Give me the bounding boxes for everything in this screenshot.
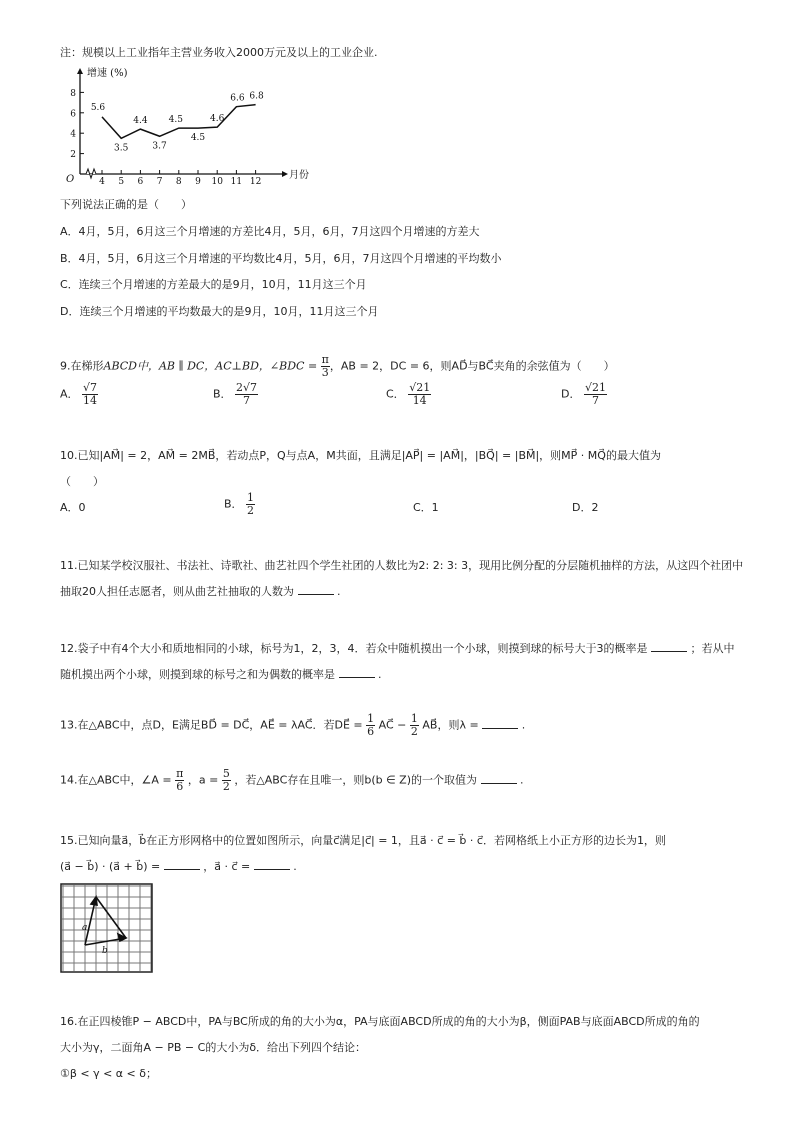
data-label: 6.6 [230, 93, 245, 104]
q16-stem: 16.在正四棱锥P − ABCD中，PA与BC所成的角的大小为α，PA与底面ABCD所成的角的大小为β，侧面PAB与底面ABCD所成的角的 [60, 1015, 700, 1028]
q9-option-d: D． $\frac{√21}{7}$ [561, 381, 606, 407]
growth-line-chart [60, 66, 310, 184]
x-tick-label: 10 [211, 177, 223, 184]
q9-rest: ，AB = 2，DC = 6，则AD⃗与BC⃗夹角的余弦值为（ ） [329, 359, 615, 373]
x-tick-label: 7 [156, 177, 163, 184]
q15-answer-blank-2 [254, 860, 290, 870]
vector-a-label: a [82, 923, 88, 933]
q16-stem-cont: 大小为γ，二面角A − PB − C的大小为δ．给出下列四个结论： [60, 1041, 367, 1054]
y-tick-label: 6 [70, 109, 76, 120]
vector-grid-figure [60, 883, 153, 973]
data-label: 4.4 [133, 116, 148, 127]
q9-condition: ABCD中，AB ∥ DC，AC⊥BD，∠BDC = [103, 359, 318, 373]
data-label: 4.6 [210, 114, 225, 125]
q9-angle-den: 3 [321, 366, 329, 379]
q10-option-a: A．0 [60, 501, 86, 514]
y-tick-label: 2 [70, 150, 76, 161]
x-tick-label: 11 [230, 177, 243, 184]
q9-prefix: 9.在梯形 [60, 359, 104, 373]
q15-stem-cont: (a⃗ − b⃗) · (a⃗ + b⃗) = ，a⃗ · c⃗ = . [60, 860, 297, 873]
q10-stem: 10.已知|AM⃗| = 2，AM⃗ = 2MB⃗，若动点P，Q与点A，M共面，且满足|AP⃗| = |AM⃗|，|BQ⃗| = |BM⃗|，则MP⃗ · MQ⃗的最大值为 [60, 449, 661, 462]
x-tick-label: 5 [118, 177, 125, 184]
x-tick-label: 9 [195, 177, 201, 184]
q11-answer-blank [298, 585, 334, 595]
data-label: 6.8 [249, 91, 264, 102]
q13-stem: 13.在△ABC中，点D，E满足BD⃗ = DC⃗，AE⃗ = λAC⃗．若DE⃗ = $\frac{1}{6}$ AC⃗ − $\frac{1}{2}$ AB⃗，则λ = . [60, 712, 526, 738]
q8-option-b: B．4月，5月，6月这三个月增速的平均数比4月，5月，6月，7月这四个月增速的平均数小 [60, 252, 502, 265]
data-label: 5.6 [90, 102, 106, 113]
data-label: 4.5 [168, 115, 183, 126]
q12-answer-blank-1 [651, 642, 687, 652]
q15-stem: 15.已知向量a⃗，b⃗在正方形网格中的位置如图所示，向量c⃗满足|c⃗| = 1，且a⃗ · c⃗ = b⃗ · c⃗．若网格纸上小正方形的边长为1，则 [60, 834, 666, 847]
data-label: 3.5 [114, 143, 129, 154]
q14-answer-blank [481, 774, 517, 784]
q11-stem-cont: 抽取20人担任志愿者，则从曲艺社抽取的人数为 . [60, 585, 341, 598]
q11-stem: 11.已知某学校汉服社、书法社、诗歌社、曲艺社四个学生社团的人数比为2: 2: 3: 3，现用比例分配的分层随机抽样的方法，从这四个社团中 [60, 559, 744, 572]
q16-conclusion-1: ①β < γ < α < δ； [60, 1067, 158, 1080]
q8-option-d: D．连续三个月增速的平均数最大的是9月，10月，11月这三个月 [60, 305, 379, 318]
q9-angle-num: π [321, 353, 329, 366]
q8-option-c: C．连续三个月增速的方差最大的是9月，10月，11月这三个月 [60, 278, 367, 291]
y-tick-label: 4 [70, 129, 76, 140]
q9-stem [60, 354, 615, 379]
x-axis-label: 月份 [289, 170, 309, 181]
chart-note: 注：规模以上工业指年主营业务收入2000万元及以上的工业企业. [60, 46, 378, 59]
x-tick-label: 4 [99, 177, 105, 184]
y-tick-label: 8 [70, 88, 76, 99]
q9-option-c: C． $\frac{√21}{14}$ [386, 381, 431, 407]
y-axis-arrow [77, 68, 83, 74]
q14-stem: 14.在△ABC中，∠A = $\frac{\pi}{6}$ ，a = $\frac{5}{2}$ ，若△ABC存在且唯一，则b(b ∈ Z)的一个取值为 . [60, 767, 524, 793]
q8-stem: 下列说法正确的是（ ） [60, 198, 192, 211]
q15-answer-blank-1 [164, 860, 200, 870]
q9-option-a: A． $\frac{√7}{14}$ [60, 381, 98, 407]
q10-option-d: D．2 [572, 501, 599, 514]
q8-option-a: A．4月，5月，6月这三个月增速的方差比4月，5月，6月，7月这四个月增速的方差大 [60, 225, 480, 238]
x-tick-label: 12 [249, 177, 262, 184]
q13-answer-blank [482, 719, 518, 729]
q9-option-b: B． $\frac{2√7}{7}$ [213, 381, 258, 407]
q10-option-c: C．1 [413, 501, 439, 514]
data-label: 4.5 [190, 133, 206, 144]
x-tick-label: 8 [175, 177, 182, 184]
q10-option-b: B． $\frac{1}{2}$ [224, 491, 255, 517]
vector-b-label: b [102, 946, 108, 956]
origin-label: O [66, 174, 75, 184]
q10-stem-cont: （ ） [60, 475, 104, 488]
q12-answer-blank-2 [339, 668, 375, 678]
q12-stem-cont: 随机摸出两个小球，则摸到球的标号之和为偶数的概率是 . [60, 668, 382, 681]
y-axis-label: 增速 (%) [87, 68, 128, 79]
x-axis-arrow [282, 171, 288, 177]
q12-stem: 12.袋子中有4个大小和质地相同的小球，标号为1，2，3，4．若众中随机摸出一个小球，则摸到球的标号大于3的概率是 ；若从中 [60, 642, 735, 655]
data-label: 3.7 [152, 141, 167, 152]
x-tick-label: 6 [137, 177, 144, 184]
